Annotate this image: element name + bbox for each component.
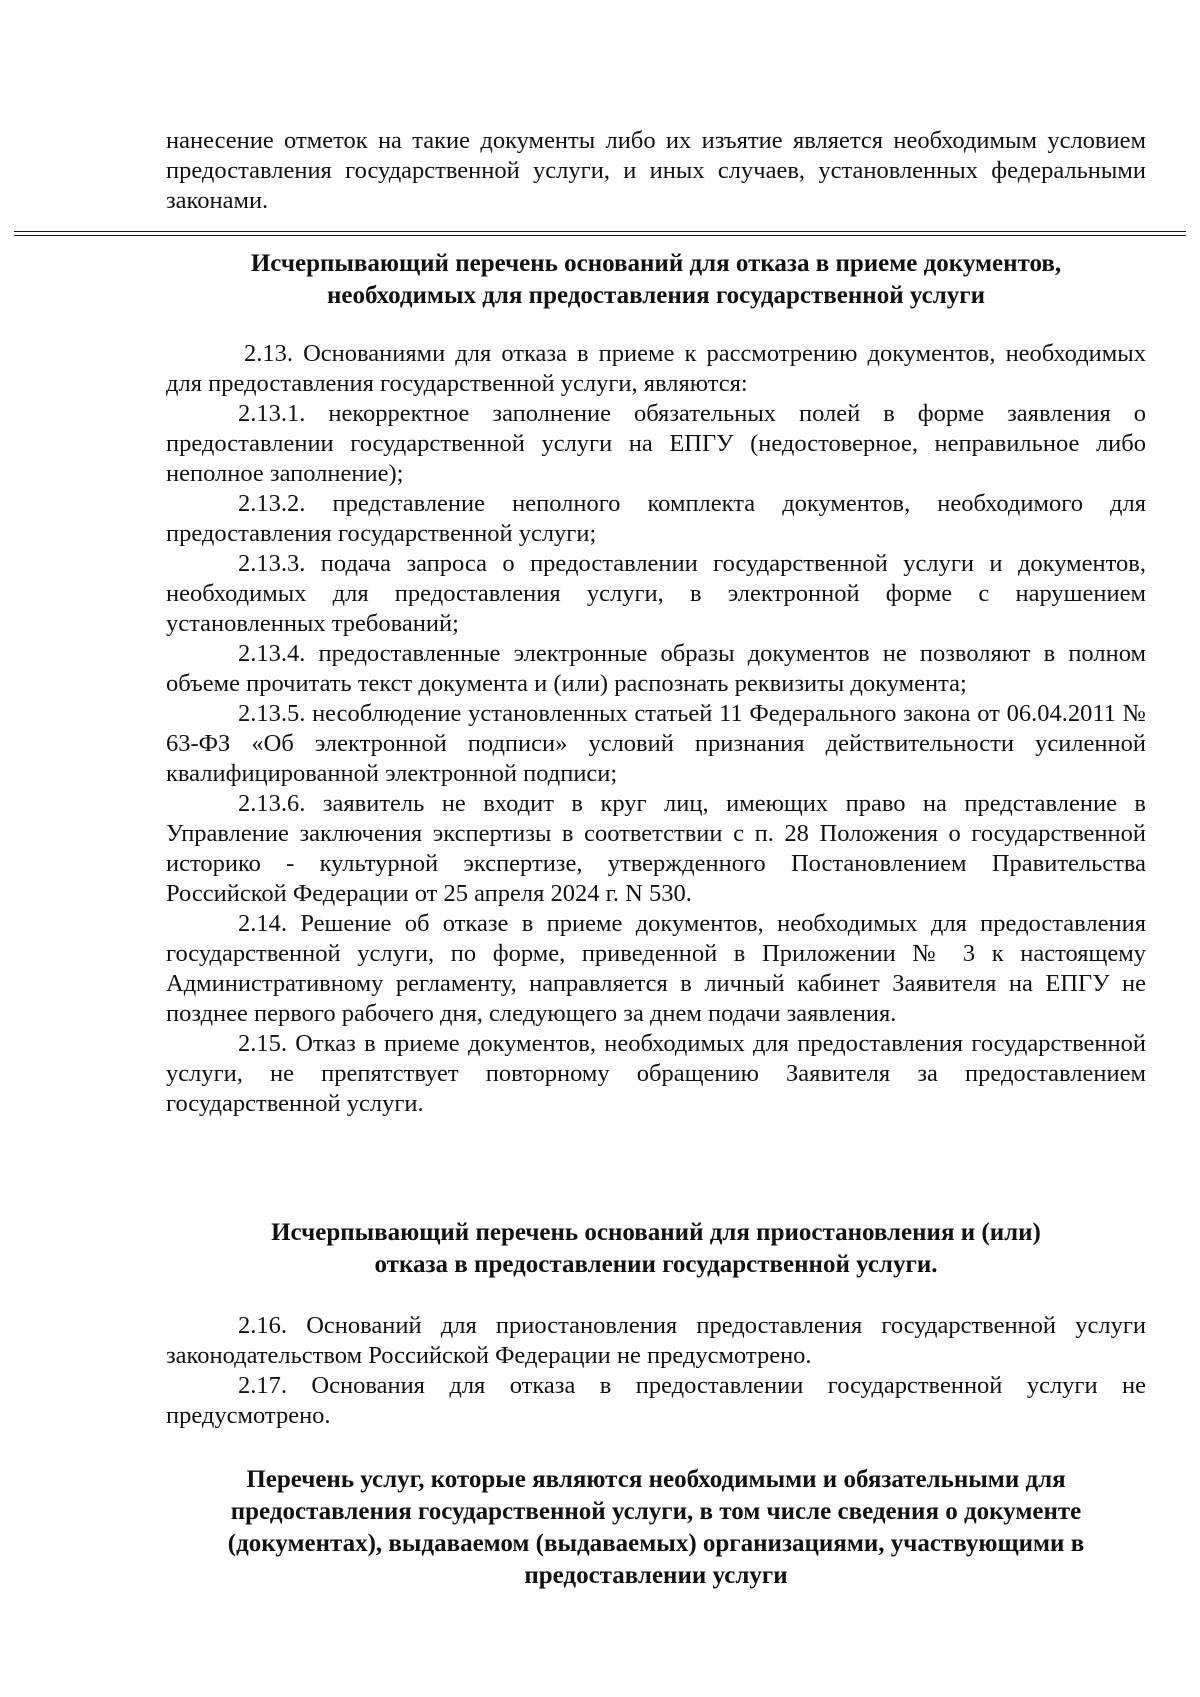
paragraph-2-13-6: 2.13.6. заявитель не входит в круг лиц, имеющих право на представление в Управление заключения экспертизы в соответствии с п. 28 Положения о государственной историко - культурной экспертизе, утвержденного Постановлением Правительства Российской Федерации от 25 апреля 2024 г. N 530. (166, 790, 1146, 907)
intro-paragraph (166, 126, 1146, 216)
paragraph-2-16: 2.16. Оснований для приостановления предоставления государственной услуги законодательством Российской Федерации не предусмотрено. (166, 1312, 1146, 1369)
paragraph-2-13-3: 2.13.3. подача запроса о предоставлении государственной услуги и документов, необходимых для предоставления услуги, в электронной форме с нарушением установленных требований; (166, 550, 1146, 637)
heading-line: Исчерпывающий перечень оснований для отказа в приеме документов, (250, 250, 1062, 277)
heading-line: Исчерпывающий перечень оснований для приостановления и (или) (271, 1219, 1041, 1246)
paragraph-2-13-1: 2.13.1. некорректное заполнение обязательных полей в форме заявления о предоставлении государственной услуги на ЕПГУ (недостоверное, неправильное либо неполное заполнение); (166, 400, 1146, 487)
heading-line: отказа в предоставлении государственной услуги. (374, 1251, 938, 1278)
paragraph-2-17: 2.17. Основания для отказа в предоставлении государственной услуги не предусмотрено. (166, 1372, 1146, 1429)
paragraph-2-14: 2.14. Решение об отказе в приеме документов, необходимых для предоставления государственной услуги, по форме, приведенной в Приложении № 3 к настоящему Административному регламенту, направляется в личный кабинет Заявителя на ЕПГУ не позднее первого рабочего дня, следующего за днем подачи заявления. (166, 910, 1146, 1027)
heading-line: Перечень услуг, которые являются необходимыми и обязательными для (246, 1466, 1066, 1493)
paragraph-2-13-2: 2.13.2. представление неполного комплекта документов, необходимого для предоставления государственной услуги; (166, 490, 1146, 547)
heading-line: (документах), выдаваемом (выдаваемых) организациями, участвующими в (227, 1530, 1085, 1557)
section-heading (166, 248, 1146, 312)
paragraph-2-13-5: 2.13.5. несоблюдение установленных статьей 11 Федерального закона от 06.04.2011 № 63-ФЗ «Об электронной подписи» условий признания действительности усиленной квалифицированной электронной подписи; (166, 700, 1146, 787)
section-necessary-services (166, 1464, 1146, 1592)
horizontal-rule (14, 231, 1186, 236)
section-heading (166, 1464, 1146, 1592)
paragraphs-2-13 (166, 339, 1146, 1119)
section-heading (166, 1217, 1146, 1281)
heading-line: предоставлении услуги (524, 1562, 788, 1589)
heading-line: необходимых для предоставления государственной услуги (327, 282, 985, 309)
section-refusal-acceptance (166, 248, 1146, 312)
paragraph-2-15: 2.15. Отказ в приеме документов, необходимых для предоставления государственной услуги, не препятствует повторному обращению Заявителя за предоставлением государственной услуги. (166, 1030, 1146, 1117)
paragraph-2-13: 2.13. Основаниями для отказа в приеме к рассмотрению документов, необходимых для предоставления государственной услуги, являются: (166, 340, 1146, 397)
paragraph-2-13-4: 2.13.4. предоставленные электронные образы документов не позволяют в полном объеме прочитать текст документа и (или) распознать реквизиты документа; (166, 640, 1146, 697)
section-suspension-refusal (166, 1217, 1146, 1281)
heading-line: предоставления государственной услуги, в том числе сведения о документе (230, 1498, 1082, 1525)
paragraphs-2-16-2-17 (166, 1311, 1146, 1431)
intro-text: нанесение отметок на такие документы либо их изъятие является необходимым условием предоставления государственной услуги, и иных случаев, установленных федеральными законами. (166, 127, 1146, 214)
